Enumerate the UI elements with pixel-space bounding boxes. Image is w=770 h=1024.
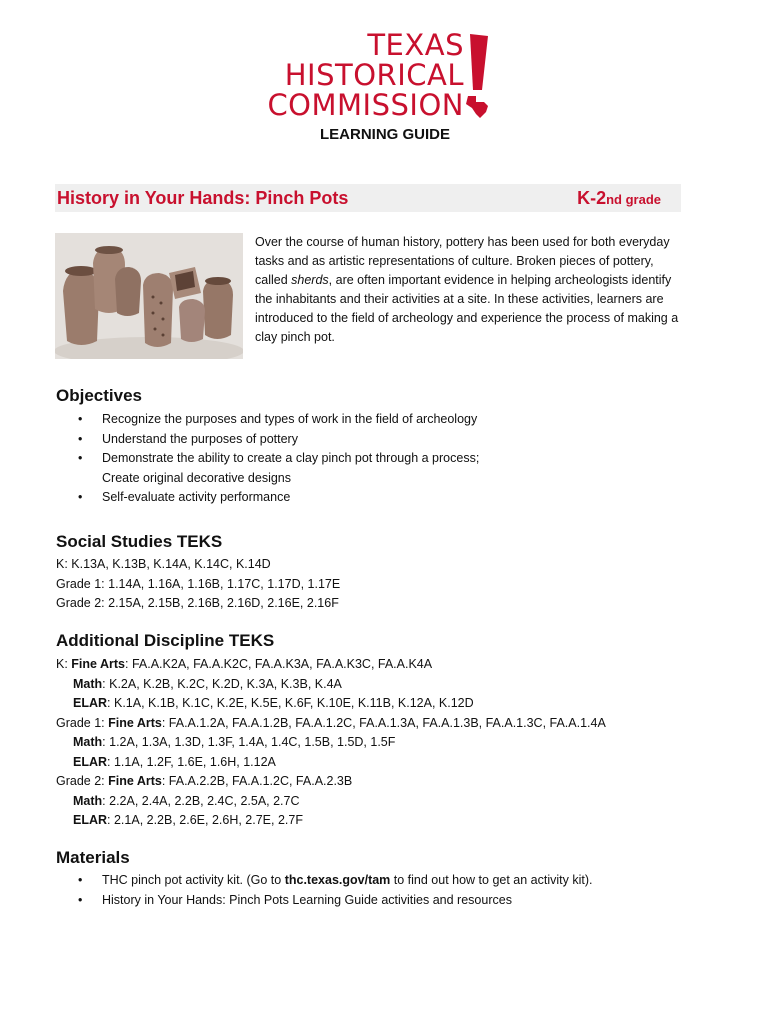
list-item: • Self-evaluate activity performance	[78, 488, 479, 508]
logo-line-3: COMMISSION	[267, 88, 464, 122]
list-item: ELAR: 1.1A, 1.2F, 1.6E, 1.6H, 1.12A	[73, 754, 276, 769]
list-item: Math: 2.2A, 2.4A, 2.2B, 2.4C, 2.5A, 2.7C	[73, 793, 300, 808]
learning-guide-label: LEARNING GUIDE	[319, 126, 450, 143]
list-item: • Recognize the purposes and types of work in the field of archeology	[78, 410, 479, 430]
tam-link[interactable]: thc.texas.gov/tam	[284, 873, 391, 887]
list-item: ELAR: K.1A, K.1B, K.1C, K.2E, K.5E, K.6F, K.10E, K.11B, K.12A, K.12D	[73, 696, 474, 710]
additional-teks-heading: Additional Discipline TEKS	[56, 631, 275, 650]
additional-teks-list	[56, 655, 606, 831]
pinch-pots-photo	[55, 233, 243, 359]
social-studies-list	[56, 555, 340, 614]
page-title: History in Your Hands: Pinch Pots	[57, 188, 349, 208]
objectives-heading: Objectives	[56, 386, 142, 405]
materials-heading: Materials	[56, 848, 130, 867]
list-item: ELAR: 2.1A, 2.2B, 2.6E, 2.6H, 2.7E, 2.7F	[73, 813, 303, 827]
materials-list	[78, 871, 592, 910]
logo-line-1: TEXAS	[367, 28, 464, 62]
grade-label: K-2nd grade	[577, 188, 661, 208]
list-item: Grade 2: Fine Arts: FA.A.2.2B, FA.A.1.2C, FA.A.2.3B	[56, 774, 353, 788]
list-item: K: Fine Arts: FA.A.K2A, FA.A.K2C, FA.A.K3A, FA.A.K3C, FA.A.K4A	[56, 657, 433, 671]
list-item: Math: 1.2A, 1.3A, 1.3D, 1.3F, 1.4A, 1.4C, 1.5B, 1.5D, 1.5F	[73, 735, 396, 749]
social-studies-heading: Social Studies TEKS	[56, 532, 223, 551]
list-item: Math: K.2A, K.2B, K.2C, K.2D, K.3A, K.3B, K.4A	[73, 676, 342, 691]
list-item: • History in Your Hands: Pinch Pots Learning Guide activities and resources	[78, 891, 592, 911]
logo-line-2: HISTORICAL	[284, 58, 464, 92]
intro-paragraph: Over the course of human history, pottery has been used for both everyday tasks and as artistic representations of culture. Broken pieces of pottery, called sherds, are often important evidence in helping archeologists identify the inhabitants and their activities at a site. In these activities, learners are introduced to the field of archeology and experience the process of making a clay pinch pot.	[255, 235, 679, 344]
title-bar	[55, 184, 681, 212]
list-item: • THC pinch pot activity kit. (Go to thc.texas.gov/tam to find out how to get an activity kit).	[78, 871, 592, 891]
list-item: Grade 1: Fine Arts: FA.A.1.2A, FA.A.1.2B, FA.A.1.2C, FA.A.1.3A, FA.A.1.3B, FA.A.1.3C, FA.A.1.4A	[56, 715, 606, 730]
list-item: Grade 1: 1.14A, 1.16A, 1.16B, 1.17C, 1.17D, 1.17E	[56, 576, 341, 591]
list-item: K: K.13A, K.13B, K.14A, K.14C, K.14D	[56, 557, 271, 571]
list-item: Grade 2: 2.15A, 2.15B, 2.16B, 2.16D, 2.16E, 2.16F	[56, 596, 339, 610]
list-item: • Understand the purposes of pottery	[78, 430, 479, 450]
objectives-list	[78, 410, 479, 508]
thc-logo	[246, 30, 496, 122]
sherds-term: sherds	[291, 273, 329, 287]
exclamation-texas-icon	[462, 32, 496, 120]
list-item: • Demonstrate the ability to create a clay pinch pot through a process; Create original decorative designs	[78, 449, 479, 488]
